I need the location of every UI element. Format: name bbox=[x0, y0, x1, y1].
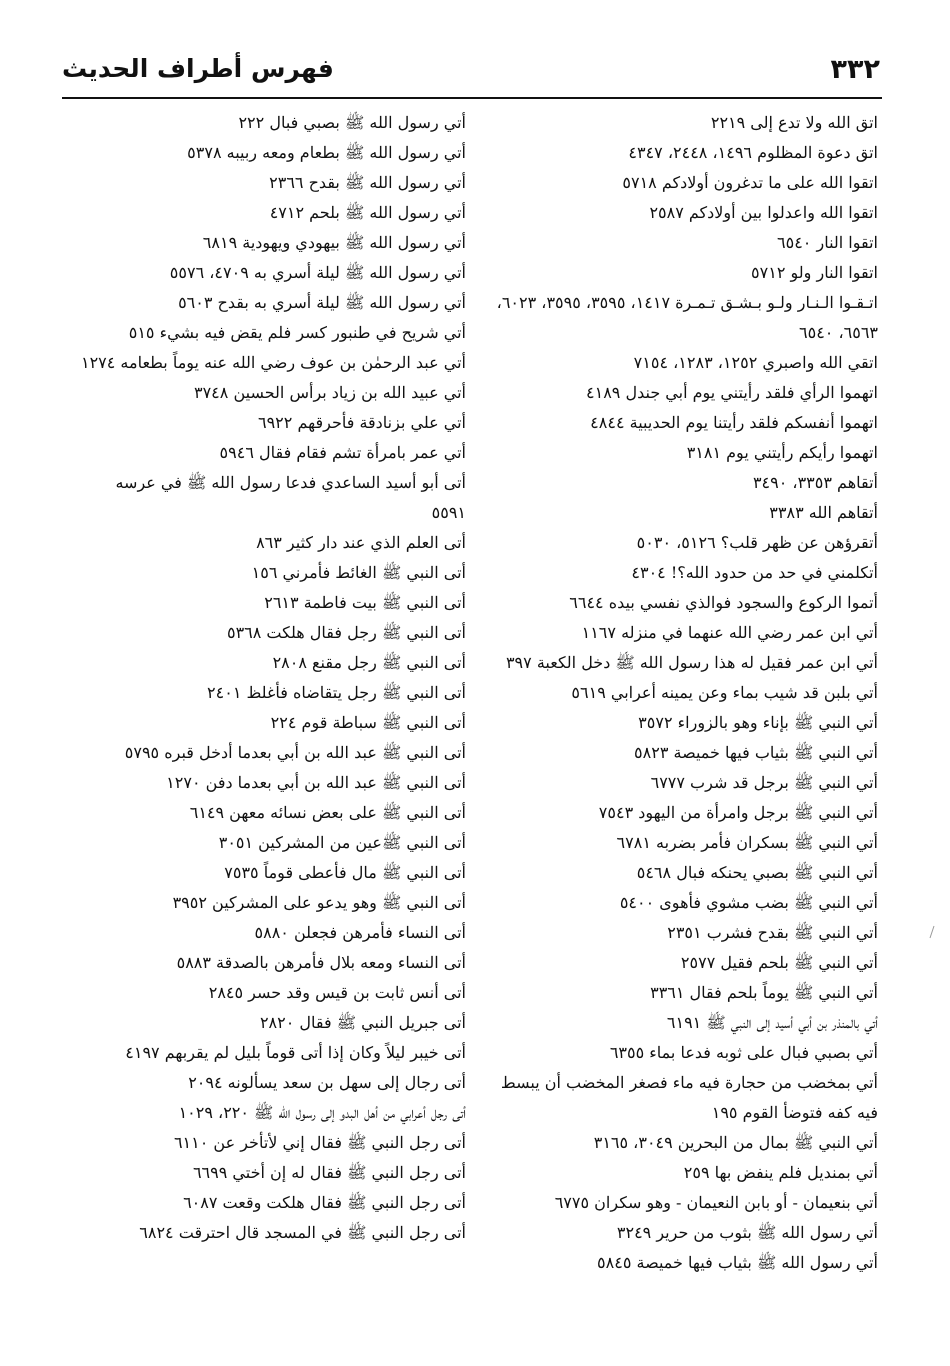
index-entry: اتهموا أنفسكم فلقد رأيتنا يوم الحديبية ٤٨٤٤ bbox=[590, 413, 878, 432]
index-entry: أتكلمني في حد من حدود الله؟! ٤٣٠٤ bbox=[631, 563, 878, 582]
index-entry: أتي النبي ﷺ بمال من البحرين ٣٠٤٩، ٣١٦٥ bbox=[593, 1133, 878, 1152]
index-entry: أتي بمنديل فلم ينفض بها ٢٥٩ bbox=[683, 1163, 878, 1182]
index-entry: أتى النبي ﷺ رجل مقنع ٢٨٠٨ bbox=[272, 653, 466, 672]
index-entry: أتي رسول الله ﷺ ليلة أسري به ٤٧٠٩، ٥٥٧٦ bbox=[169, 263, 466, 282]
index-entry: أتى النساء فأمرهن فجعلن ٥٨٨٠ bbox=[254, 923, 466, 942]
index-entry: أتي بصبي فبال على ثوبه فدعا بماء ٦٣٥٥ bbox=[609, 1043, 878, 1062]
margin-mark bbox=[928, 925, 936, 939]
index-entry: أتى رجل النبي ﷺ فقال هلكت وقعت ٦٠٨٧ bbox=[183, 1193, 466, 1212]
index-entry: أتقاهم الله ٣٣٨٣ bbox=[769, 503, 878, 522]
index-entry: أتقاهم ٣٣٥٣، ٣٤٩٠ bbox=[752, 473, 878, 492]
index-entry: أتي رسول الله ﷺ بثياب فيها خميصة ٥٨٤٥ bbox=[597, 1253, 878, 1272]
index-entry: أتي ابن عمر رضي الله عنهما في منزله ١١٦٧ bbox=[581, 623, 878, 642]
index-column-left bbox=[80, 108, 466, 1248]
index-entry: أتي النبي ﷺ برجل قد شرب ٦٧٧٧ bbox=[650, 773, 878, 792]
index-entry: أتي رسول الله ﷺ بلحم ٤٧١٢ bbox=[269, 203, 466, 222]
index-entry: أتى النبي ﷺ رجل يتقاضاه فأغلظ ٢٤٠١ bbox=[207, 683, 466, 702]
index-entry: أتى خيبر ليلاً وكان إذا أتى قوماً بليل لم يقربهم ٤١٩٧ bbox=[125, 1043, 466, 1062]
index-entry: أتى النبي ﷺ وهو يدعو على المشركين ٣٩٥٢ bbox=[172, 893, 466, 912]
index-entry: أتي علي بزنادقة فأحرقهم ٦٩٢٢ bbox=[257, 413, 466, 432]
index-entry: أتي النبي ﷺ بلحم فقيل ٢٥٧٧ bbox=[680, 953, 878, 972]
index-entry: أتى النبي ﷺ رجل فقال هلكت ٥٣٦٨ bbox=[226, 623, 466, 642]
index-entry: اتهموا الرأي فلقد رأيتني يوم أبي جندل ٤١٨٩ bbox=[586, 383, 878, 402]
running-title: فهرس أطراف الحديث bbox=[62, 54, 334, 83]
index-entry: أتى النبي ﷺ مال فأعطى قوماً ٧٥٣٥ bbox=[224, 863, 466, 882]
index-entry: أتي ابن عمر فقيل له هذا رسول الله ﷺ دخل الكعبة ٣٩٧ bbox=[505, 653, 878, 672]
index-entry: أتى النبي ﷺعين من المشركين ٣٠٥١ bbox=[218, 833, 466, 852]
index-entry: اتقوا الله واعدلوا بين أولادكم ٢٥٨٧ bbox=[649, 203, 878, 222]
index-entry: أتي بنعيمان - أو بابن النعيمان - وهو سكران ٦٧٧٥ bbox=[554, 1193, 878, 1212]
index-entry: أتى النبي ﷺ بيت فاطمة ٢٦١٣ bbox=[264, 593, 466, 612]
index-entry: أتي النبي ﷺ بضب مشوي فأهوى ٥٤٠٠ bbox=[619, 893, 878, 912]
index-entry: أتي رسول الله ﷺ ليلة أسري به بقدح ٥٦٠٣ bbox=[178, 293, 466, 312]
index-entry: اتـقـوا الـنـار ولـو بـشـق تـمـرة ١٤١٧، ٣٥٩٥، ٣٥٩٥، ٦٠٢٣، ٦٥٦٣، ٦٥٤٠ bbox=[496, 293, 878, 342]
index-entry: اتق الله ولا تدع إلى ٢٢١٩ bbox=[710, 113, 878, 132]
index-entry: أتقرؤهن عن ظهر قلب؟ ٥١٢٦، ٥٠٣٠ bbox=[636, 533, 878, 552]
index-entry: اتق دعوة المظلوم ١٤٩٦، ٢٤٤٨، ٤٣٤٧ bbox=[628, 143, 878, 162]
index-entry: أتى النبي ﷺ سباطة قوم ٢٢٤ bbox=[270, 713, 466, 732]
index-entry: أتي النبي ﷺ يوماً بلحم فقال ٣٣٦١ bbox=[650, 983, 878, 1002]
index-entry: أتى رجل أعرابي من أهل البدو إلى رسول الله ﷺ ٢٢٠، ١٠٢٩ bbox=[178, 1103, 466, 1122]
index-entry: أتي عبد الرحمٰن بن عوف رضي الله عنه يوماً بطعامه ١٢٧٤ bbox=[80, 353, 466, 372]
index-entry: اتقي الله واصبري ١٢٥٢، ١٢٨٣، ٧١٥٤ bbox=[633, 353, 878, 372]
index-entry: أتي النبي ﷺ بثياب فيها خميصة ٥٨٢٣ bbox=[634, 743, 878, 762]
index-entry: أتي النبي ﷺ بقدح فشرب ٢٣٥١ bbox=[667, 923, 878, 942]
index-entry: أتي عمر بامرأة تشم فقام فقال ٥٩٤٦ bbox=[219, 443, 466, 462]
index-entry: أتى رجل النبي ﷺ في المسجد قال احترقت ٦٨٢٤ bbox=[139, 1223, 466, 1242]
header-rule bbox=[62, 97, 882, 99]
index-entry: أتي بلبن قد شيب بماء وعن يمينه أعرابي ٥٦١٩ bbox=[571, 683, 878, 702]
index-entry: أتي رسول الله ﷺ بصبي فبال ٢٢٢ bbox=[238, 113, 466, 132]
index-entry: أتي النبي ﷺ برجل وامرأة من اليهود ٧٥٤٣ bbox=[598, 803, 878, 822]
index-entry: أتى النبي ﷺ عبد الله بن أبي بعدما دفن ١٢٧٠ bbox=[166, 773, 466, 792]
index-entry: أتى العلم الذي عند دار كثير ٨٦٣ bbox=[256, 533, 466, 552]
index-entry: أتموا الركوع والسجود فوالذي نفسي بيده ٦٦٤٤ bbox=[569, 593, 878, 612]
index-entry: اتقوا الله على ما تدغرون أولادكم ٥٧١٨ bbox=[622, 173, 878, 192]
index-entry: أتي بمخضب من حجارة فيه ماء فصغر المخضب أن يبسط فيه كفه فتوضأ القوم ١٩٥ bbox=[500, 1073, 878, 1122]
index-entry: اتقوا النار ولو ٥٧١٢ bbox=[751, 263, 878, 282]
index-entry: أتي رسول الله ﷺ بيهودي ويهودية ٦٨١٩ bbox=[202, 233, 466, 252]
index-entry: أتى أبو أسيد الساعدي فدعا رسول الله ﷺ في عرسه ٥٥٩١ bbox=[115, 473, 466, 522]
index-entry: أتى النبي ﷺ عبد الله بن أبي بعدما أدخل قبره ٥٧٩٥ bbox=[124, 743, 466, 762]
page-header bbox=[62, 52, 880, 92]
index-entry: أتى جبريل النبي ﷺ فقال ٢٨٢٠ bbox=[259, 1013, 466, 1032]
page-number: ٣٣٢ bbox=[830, 54, 880, 85]
index-entry: أتي النبي ﷺ بسكران فأمر بضربه ٦٧٨١ bbox=[616, 833, 878, 852]
index-entry: اتهموا رأيكم رأيتني يوم ٣١٨١ bbox=[686, 443, 878, 462]
index-entry: أتي رسول الله ﷺ بثوب من حرير ٣٢٤٩ bbox=[616, 1223, 878, 1242]
index-entry: أتي النبي ﷺ بإناء وهو بالزوراء ٣٥٧٢ bbox=[638, 713, 878, 732]
index-column-right bbox=[492, 108, 878, 1278]
index-entry: أتى أنس ثابت بن قيس وقد حسر ٢٨٤٥ bbox=[208, 983, 466, 1002]
index-entry: أتى رجل النبي ﷺ فقال إني لأتأخر عن ٦١١٠ bbox=[173, 1133, 466, 1152]
index-entry: أتي رسول الله ﷺ بقدح ٢٣٦٦ bbox=[269, 173, 466, 192]
index-entry: أتى النبي ﷺ الغائط فأمرني ١٥٦ bbox=[251, 563, 466, 582]
index-entry: أتي رسول الله ﷺ بطعام ومعه ربيبه ٥٣٧٨ bbox=[187, 143, 466, 162]
index-entry: أتي بالمنذر بن أبي أسيد إلى النبي ﷺ ٦١٩١ bbox=[666, 1013, 878, 1032]
index-entry: أتي النبي ﷺ بصبي يحنكه فبال ٥٤٦٨ bbox=[636, 863, 878, 882]
index-entry: اتقوا النار ٦٥٤٠ bbox=[777, 233, 878, 252]
index-entry: أتى رجل النبي ﷺ فقال له إن أختي ٦٦٩٩ bbox=[192, 1163, 466, 1182]
index-entry: أتي شريح في طنبور كسر فلم يقض فيه بشيء ٥١٥ bbox=[128, 323, 466, 342]
index-entry: أتى رجال إلى سهل بن سعد يسألونه ٢٠٩٤ bbox=[188, 1073, 466, 1092]
index-entry: أتى النساء ومعه بلال فأمرهن بالصدقة ٥٨٨٣ bbox=[176, 953, 466, 972]
index-entry: أتى النبي ﷺ على بعض نسائه معهن ٦١٤٩ bbox=[189, 803, 466, 822]
index-entry: أتي عبيد الله بن زياد برأس الحسين ٣٧٤٨ bbox=[193, 383, 466, 402]
